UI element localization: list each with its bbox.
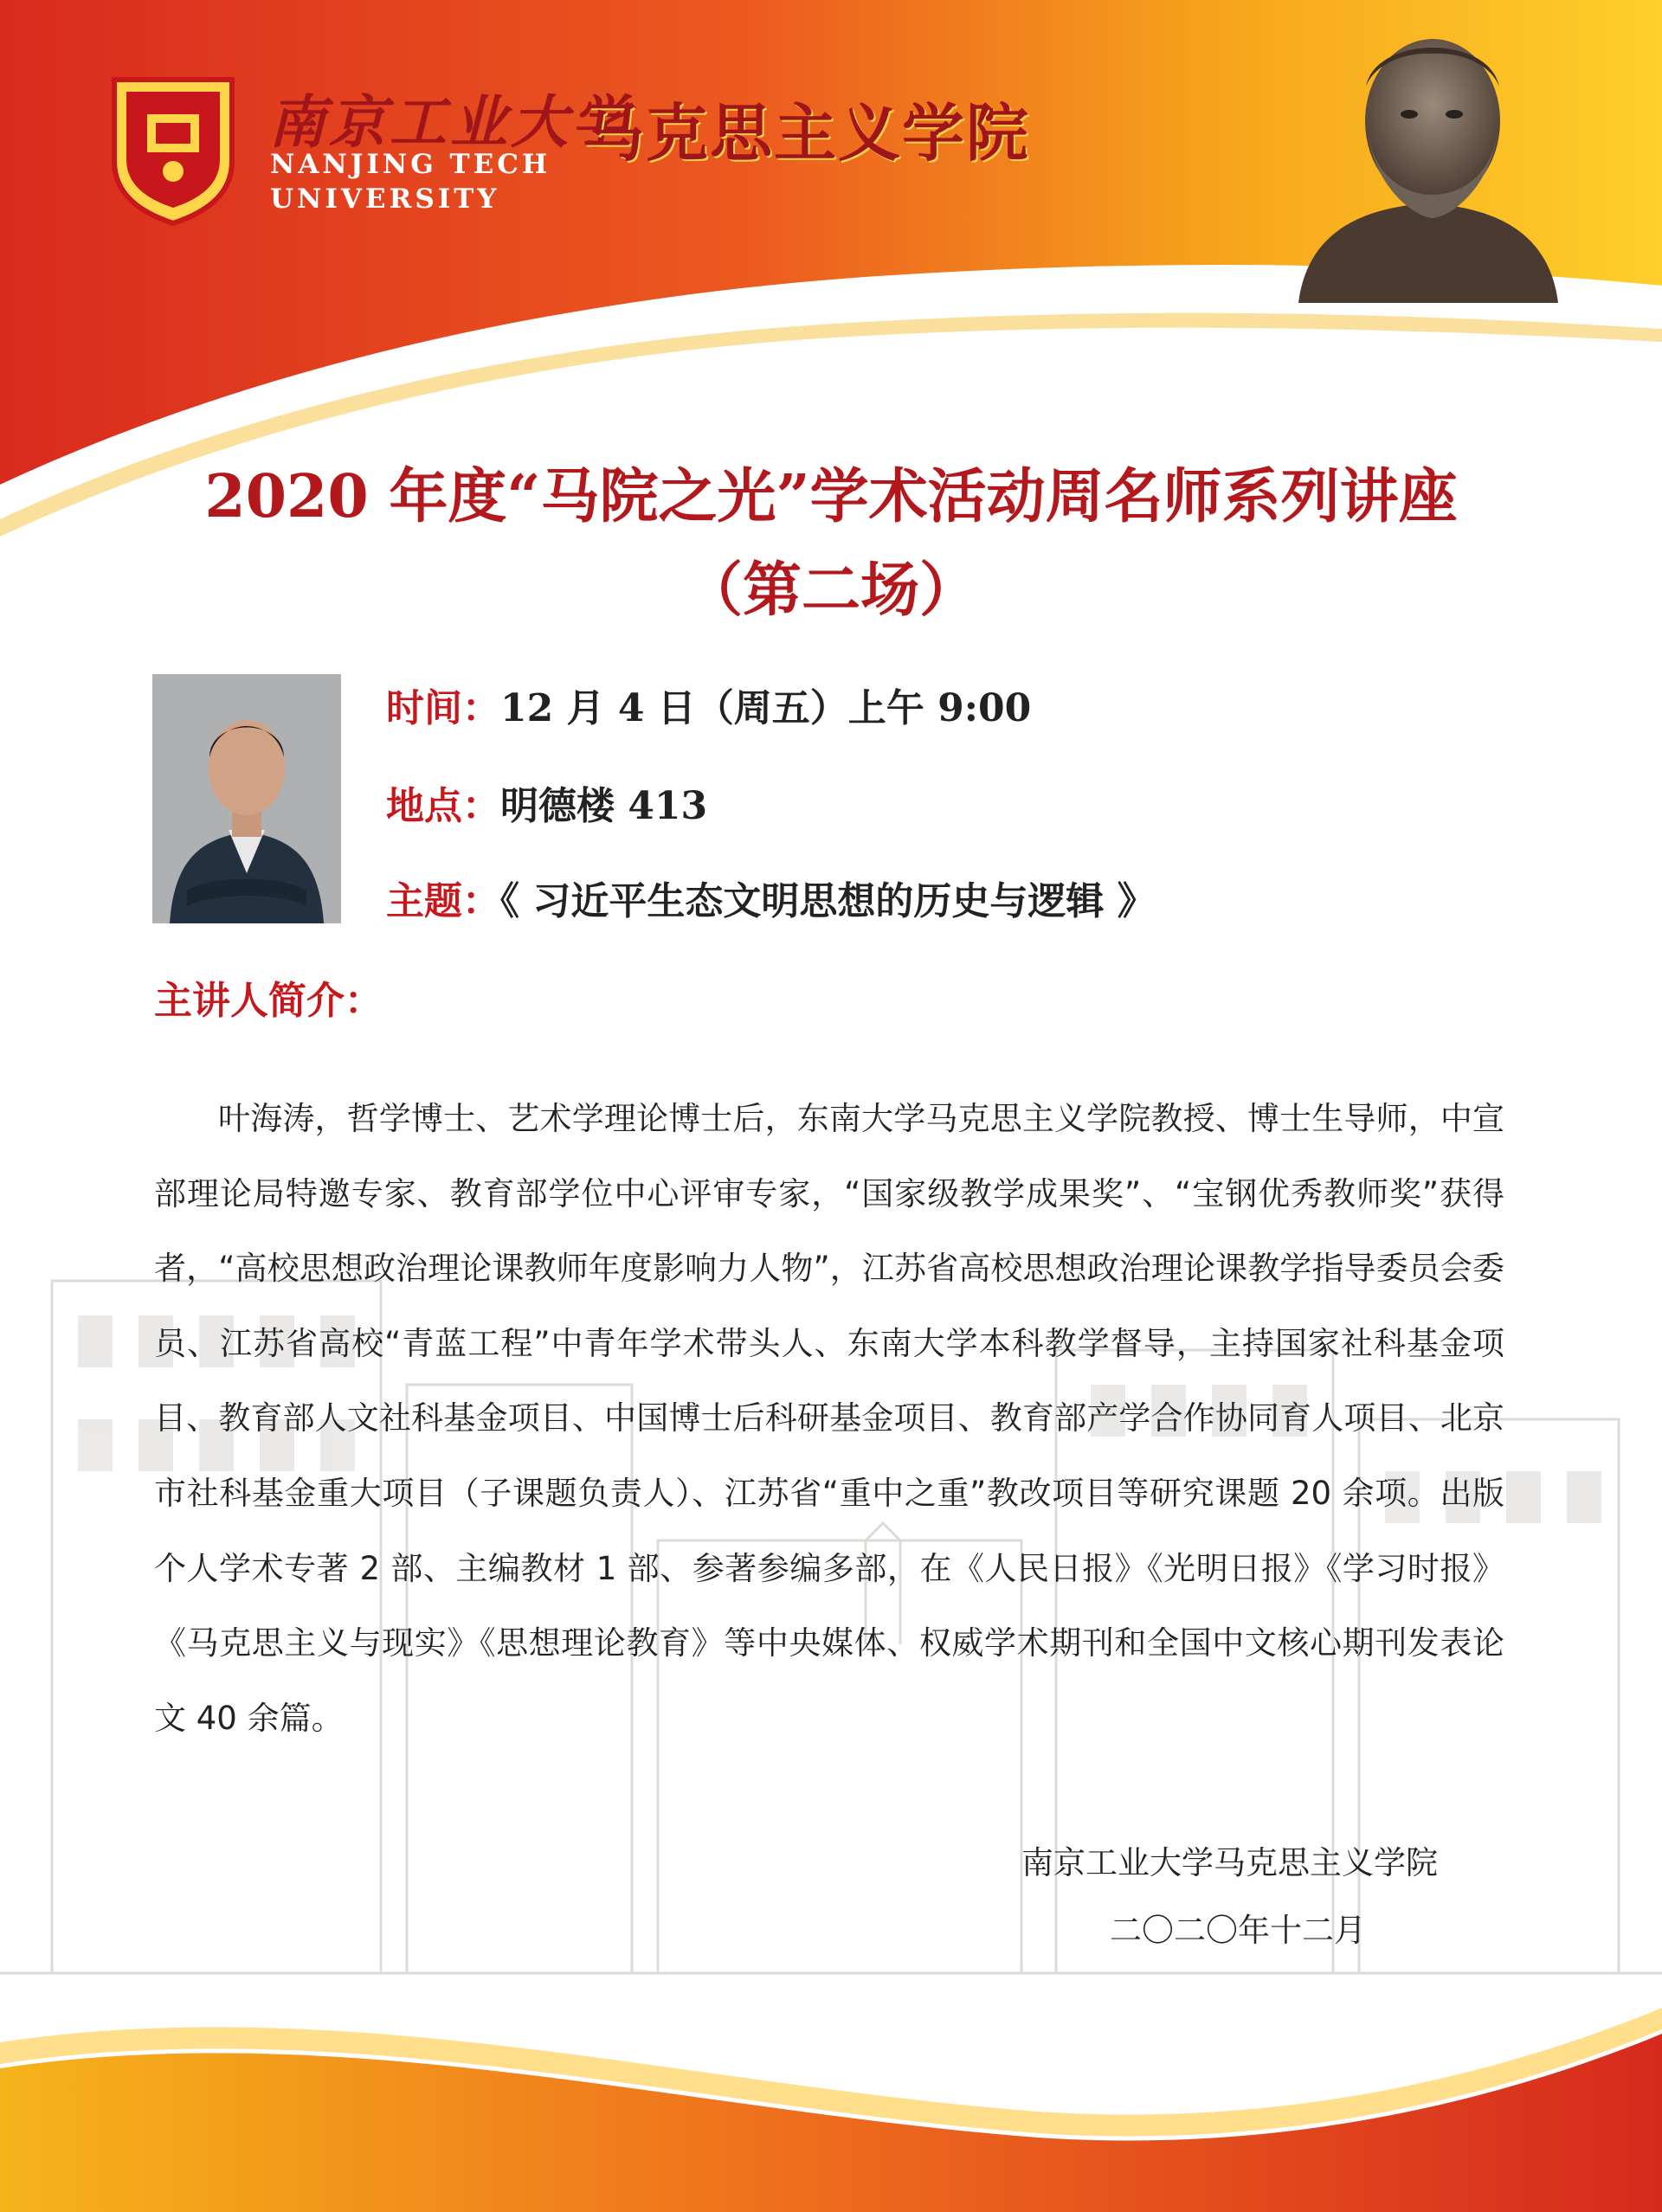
speaker-bio: 叶海涛，哲学博士、艺术学理论博士后，东南大学马克思主义学院教授、博士生导师，中宣部理论局特邀专家、教育部学位中心评审专家，“国家级教学成果奖”、“宝钢优秀教师奖”获得者，“高校思想政治理论课教师年度影响力人物”，江苏省高校思想政治理论课教学指导委员会委员、江苏省高校“青蓝工程”中青年学术带头人、东南大学本科教学督导，主持国家社科基金项目、教育部人文社科基金项目、中国博士后科研基金项目、教育部产学合作协同育人项目、北京市社科基金重大项目（子课题负责人）、江苏省“重中之重”教改项目等研究课题 20 余项。出版个人学术专著 2 部、主编教材 1 部、参著参编多部，在《人民日报》《光明日报》《学习时报》《马克思主义与现实》《思想理论教育》等中央媒体、权威学术期刊和全国中文核心期刊发表论文 40 余篇。 bbox=[154, 1100, 1504, 1737]
speaker-photo bbox=[152, 674, 341, 923]
university-name-en bbox=[270, 147, 551, 216]
event-title: 2020 年度“马院之光”学术活动周名师系列讲座 bbox=[204, 462, 1458, 531]
organizer-signature: 南京工业大学马克思主义学院 bbox=[1021, 1844, 1438, 1881]
place-label: 地点： bbox=[386, 784, 500, 828]
time-value: 12 月 4 日（周五）上午 9:00 bbox=[500, 686, 1032, 730]
issue-date: 二〇二〇年十二月 bbox=[1110, 1912, 1366, 1949]
marx-bust-image bbox=[1281, 17, 1575, 303]
time-label: 时间： bbox=[386, 686, 500, 730]
event-time bbox=[386, 677, 1031, 732]
university-name-en-line2: UNIVERSITY bbox=[270, 183, 500, 215]
event-topic bbox=[386, 870, 1156, 925]
topic-label: 主题： bbox=[386, 879, 500, 923]
school-name: 马克思主义学院 bbox=[582, 97, 1031, 170]
event-subtitle: （第二场） bbox=[683, 556, 978, 625]
university-name-en-line1: NANJING TECH bbox=[270, 149, 551, 180]
topic-value: 《 习近平生态文明思想的历史与逻辑 》 bbox=[500, 879, 1156, 923]
speaker-intro-heading: 主讲人简介： bbox=[154, 979, 383, 1023]
event-place bbox=[386, 775, 707, 830]
place-value: 明德楼 413 bbox=[500, 784, 708, 828]
university-name-cn: 南京工业大学 bbox=[268, 88, 632, 156]
university-emblem-icon bbox=[109, 74, 237, 227]
